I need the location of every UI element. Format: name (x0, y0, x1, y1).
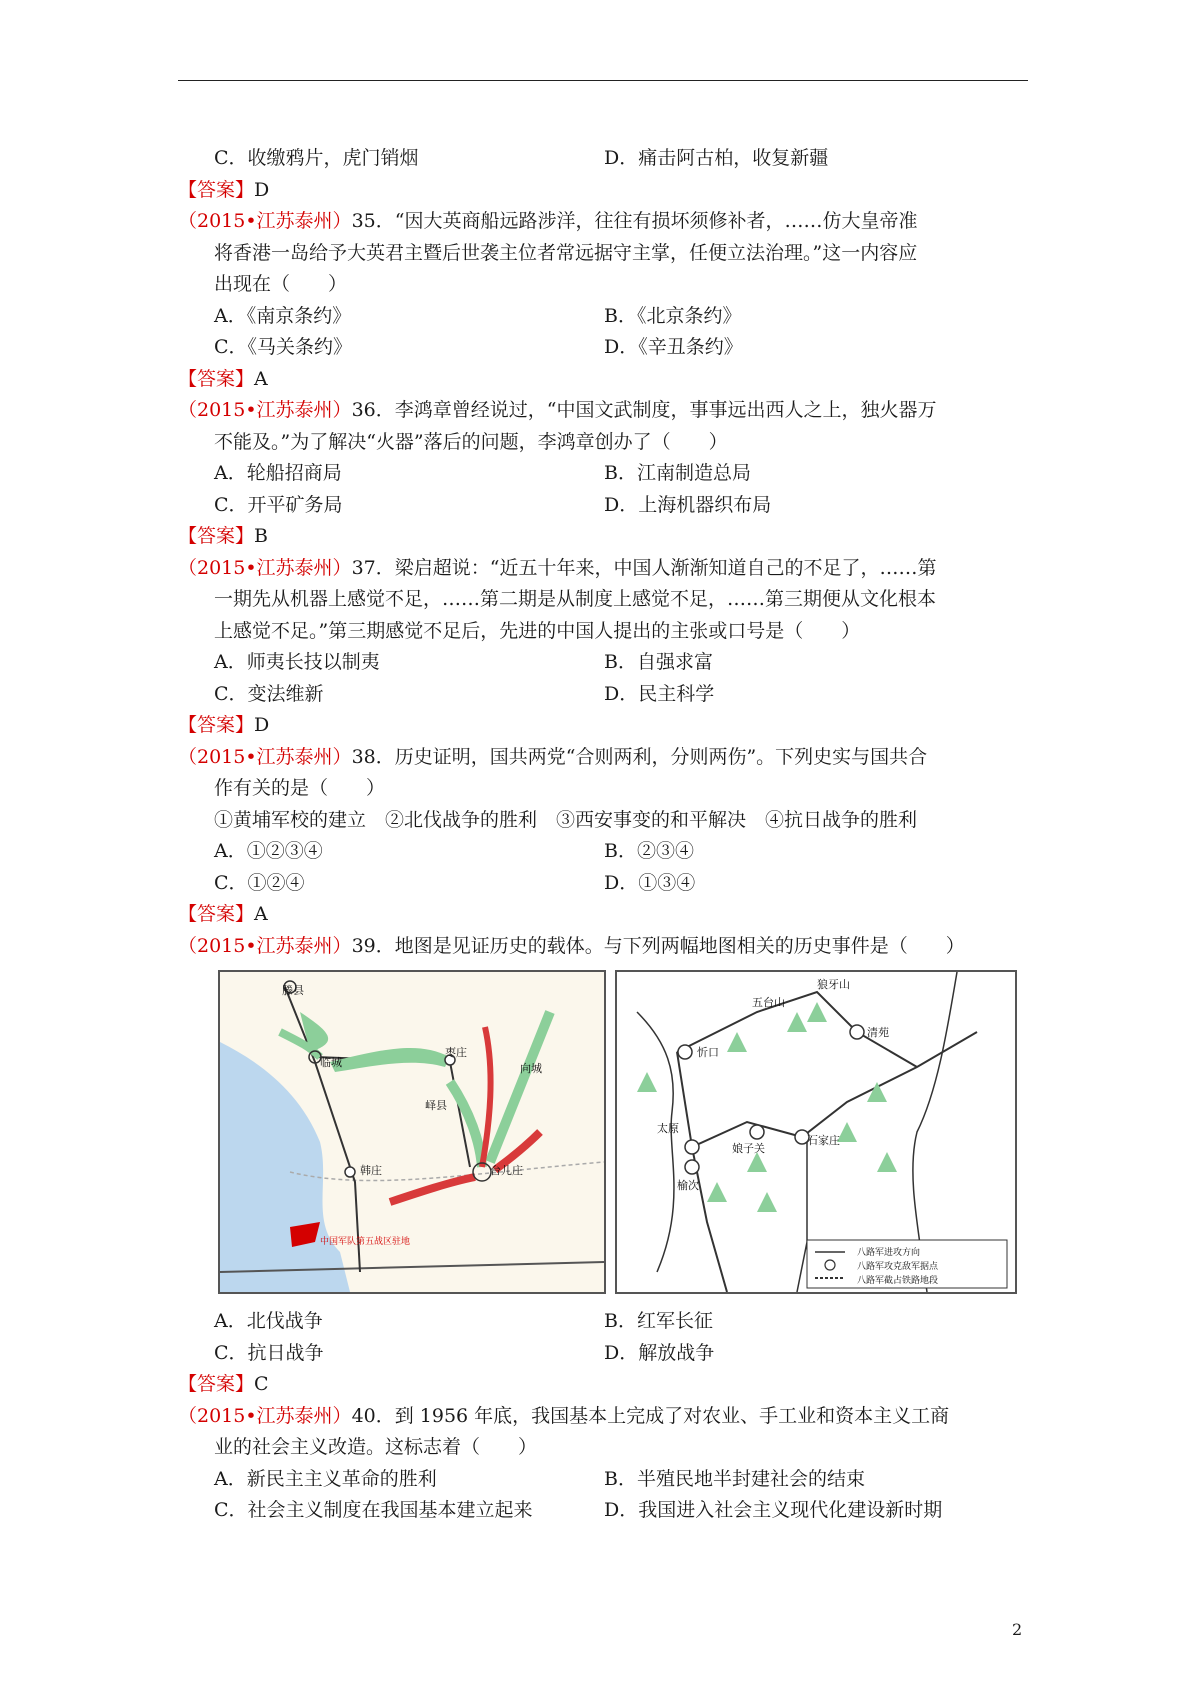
q38-line-2: 作有关的是（ ） (214, 777, 386, 799)
answer-tag: 【答案】 (178, 525, 255, 547)
label-tengxian: 滕县 (282, 984, 304, 997)
answer-tag: 【答案】 (178, 178, 255, 201)
q38-option-b: B．②③④ (604, 840, 694, 862)
q40-option-b: B．半殖民地半封建社会的结束 (604, 1467, 865, 1490)
q39-option-d: D．解放战争 (604, 1341, 715, 1364)
legend-label-2: 八路军攻克敌军据点 (857, 1262, 939, 1272)
q39-options-cd (178, 1338, 1028, 1370)
question-source: （2015•江苏泰州） (178, 210, 352, 232)
q35-line-1 (178, 206, 1028, 238)
red-arrow (482, 1027, 491, 1167)
q34-options-cd (178, 143, 1028, 175)
header-rule (178, 80, 1028, 81)
legend-label-3: 八路军截占铁路地段 (857, 1276, 939, 1286)
label-hanzhuang: 韩庄 (360, 1164, 382, 1177)
river-line (637, 1012, 674, 1272)
q35-line-2: 将香港一岛给予大英君主暨后世袭主位者常远据守主掌，任便立法治理。”这一内容应 (214, 241, 918, 264)
q35-options-ab (178, 301, 1028, 333)
question-text: 35．“因大英商船远路涉洋，往往有损坏须修补者，……仿大皇帝准 (351, 210, 918, 232)
answer-value: C (254, 1373, 269, 1395)
q40-line-2: 业的社会主义改造。这标志着（ ） (214, 1436, 538, 1458)
q35-option-d: D．《辛丑条约》 (604, 336, 743, 358)
q39-option-b: B．红军长征 (604, 1310, 713, 1332)
q38-options-cd (178, 868, 1028, 900)
q37-line-1 (178, 553, 1028, 585)
q37-option-b: B．自强求富 (604, 651, 713, 673)
answer-value: D (254, 714, 270, 736)
q34-option-d: D．痛击阿古柏，收复新疆 (604, 147, 829, 169)
question-source: （2015•江苏泰州） (178, 556, 352, 579)
label-langyashan: 狼牙山 (817, 978, 850, 991)
answer-value: A (254, 903, 268, 925)
question-source: （2015•江苏泰州） (178, 399, 352, 421)
question-text: 37．梁启超说：“近五十年来，中国人渐渐知道自己的不足了，……第 (351, 556, 937, 579)
q40-line-1 (178, 1401, 1028, 1433)
q39-maps (178, 970, 1028, 1300)
q36-options-cd (178, 490, 1028, 522)
label-yixian: 峄县 (425, 1099, 447, 1112)
q34-answer (178, 175, 1028, 207)
label-taiyuan: 太原 (657, 1122, 679, 1135)
taierzhuang-map (218, 970, 606, 1294)
q38-options-ab (178, 836, 1028, 868)
question-source: （2015•江苏泰州） (178, 934, 352, 957)
q39-options-ab (178, 1306, 1028, 1338)
taierzhuang-map-drawing (220, 972, 604, 1292)
question-text: 40．到 1956 年底，我国基本上完成了对农业、手工业和资本主义工商 (351, 1404, 950, 1427)
answer-tag: 【答案】 (178, 367, 255, 390)
green-arrow (450, 1082, 482, 1167)
label-wutaishan: 五台山 (752, 996, 785, 1009)
label-shijiazhuang: 石家庄 (807, 1134, 840, 1147)
q37-option-c: C．变法维新 (214, 682, 324, 705)
q40-option-a: A．新民主主义革命的胜利 (214, 1467, 437, 1490)
red-arrow (390, 1177, 475, 1202)
label-hq: 中国军队第五战区驻地 (320, 1237, 411, 1247)
q38-option-d: D．①③④ (604, 871, 696, 894)
question-text: 38．历史证明，国共两党“合则两利，分则两伤”。下列史实与国共合 (351, 745, 928, 768)
label-xinkou: 忻口 (697, 1046, 719, 1059)
label-lincheng: 临城 (320, 1056, 342, 1069)
question-source: （2015•江苏泰州） (178, 745, 352, 768)
answer-tag: 【答案】 (178, 903, 255, 925)
q35-answer (178, 364, 1028, 396)
q36-option-b: B．江南制造总局 (604, 462, 751, 484)
q37-line-2: 一期先从机器上感觉不足，……第二期是从制度上感觉不足，……第三期便从文化根本 (214, 588, 937, 610)
q40-option-d: D．我国进入社会主义现代化建设新时期 (604, 1499, 943, 1521)
canal-line (290, 1162, 604, 1181)
q36-answer (178, 521, 1028, 553)
q37-line-3: 上感觉不足。”第三期感觉不足后，先进的中国人提出的主张或口号是（ ） (214, 619, 861, 642)
city-marker (750, 1125, 764, 1139)
q36-option-d: D．上海机器织布局 (604, 493, 772, 516)
document-body (178, 143, 1028, 1527)
q36-line-2: 不能及。”为了解决“火器”落后的问题，李鸿章创办了（ ） (214, 430, 728, 453)
north-china-map (615, 970, 1017, 1294)
label-qingyuan: 清苑 (867, 1026, 889, 1039)
q40-options-cd (178, 1495, 1028, 1527)
q39-option-c: C．抗日战争 (214, 1341, 324, 1364)
city-marker (850, 1025, 864, 1039)
q39-option-a: A．北伐战争 (214, 1310, 323, 1332)
q39-answer (178, 1369, 1028, 1401)
q40-option-c: C．社会主义制度在我国基本建立起来 (214, 1499, 533, 1521)
q37-option-a: A．师夷长技以制夷 (214, 651, 380, 673)
answer-value: A (254, 367, 268, 390)
q35-line-3: 出现在（ ） (214, 273, 348, 295)
label-yuci: 榆次 (677, 1179, 699, 1192)
q38-option-c: C．①②④ (214, 871, 305, 894)
q39-line-1 (178, 931, 1028, 963)
answer-tag: 【答案】 (178, 1373, 255, 1395)
question-source: （2015•江苏泰州） (178, 1404, 352, 1427)
answer-tag: 【答案】 (178, 714, 255, 736)
q38-line-3: ①黄埔军校的建立 ②北伐战争的胜利 ③西安事变的和平解决 ④抗日战争的胜利 (214, 808, 918, 831)
q37-options-ab (178, 647, 1028, 679)
q35-option-b: B．《北京条约》 (604, 304, 742, 327)
q37-answer (178, 710, 1028, 742)
green-arrow (490, 1012, 550, 1162)
railway-line (677, 1052, 692, 1147)
q37-option-d: D．民主科学 (604, 682, 715, 705)
q35-options-cd (178, 332, 1028, 364)
q38-answer (178, 899, 1028, 931)
town-marker (345, 1167, 355, 1177)
answer-value: B (254, 525, 268, 547)
label-zaozhuang: 枣庄 (445, 1046, 467, 1059)
q35-option-c: C．《马关条约》 (214, 336, 353, 358)
q38-option-a: A．①②③④ (214, 840, 323, 862)
page-number: 2 (1012, 1620, 1023, 1639)
q36-option-c: C．开平矿务局 (214, 493, 343, 516)
label-niangziguan: 娘子关 (732, 1142, 765, 1155)
q34-option-c: C．收缴鸦片，虎门销烟 (214, 147, 419, 169)
city-marker (685, 1160, 699, 1174)
q36-option-a: A．轮船招商局 (214, 462, 342, 484)
q36-line-1 (178, 395, 1028, 427)
label-taierzhuang: 台儿庄 (490, 1164, 523, 1177)
q37-options-cd (178, 679, 1028, 711)
question-text: 39．地图是见证历史的载体。与下列两幅地图相关的历史事件是（ ） (351, 934, 965, 957)
label-xiangcheng: 向城 (520, 1062, 542, 1075)
legend-label-1: 八路军进攻方向 (857, 1248, 921, 1258)
q36-options-ab (178, 458, 1028, 490)
city-marker (685, 1140, 699, 1154)
green-arrow (330, 1048, 450, 1072)
q38-line-1 (178, 742, 1028, 774)
city-marker (678, 1045, 692, 1059)
question-text: 36．李鸿章曾经说过，“中国文武制度，事事远出西人之上，独火器万 (351, 399, 937, 421)
lake-water (220, 1042, 350, 1292)
answer-value: D (254, 178, 270, 201)
q35-option-a: A．《南京条约》 (214, 304, 352, 327)
q40-options-ab (178, 1464, 1028, 1496)
railway-line (797, 1142, 807, 1292)
